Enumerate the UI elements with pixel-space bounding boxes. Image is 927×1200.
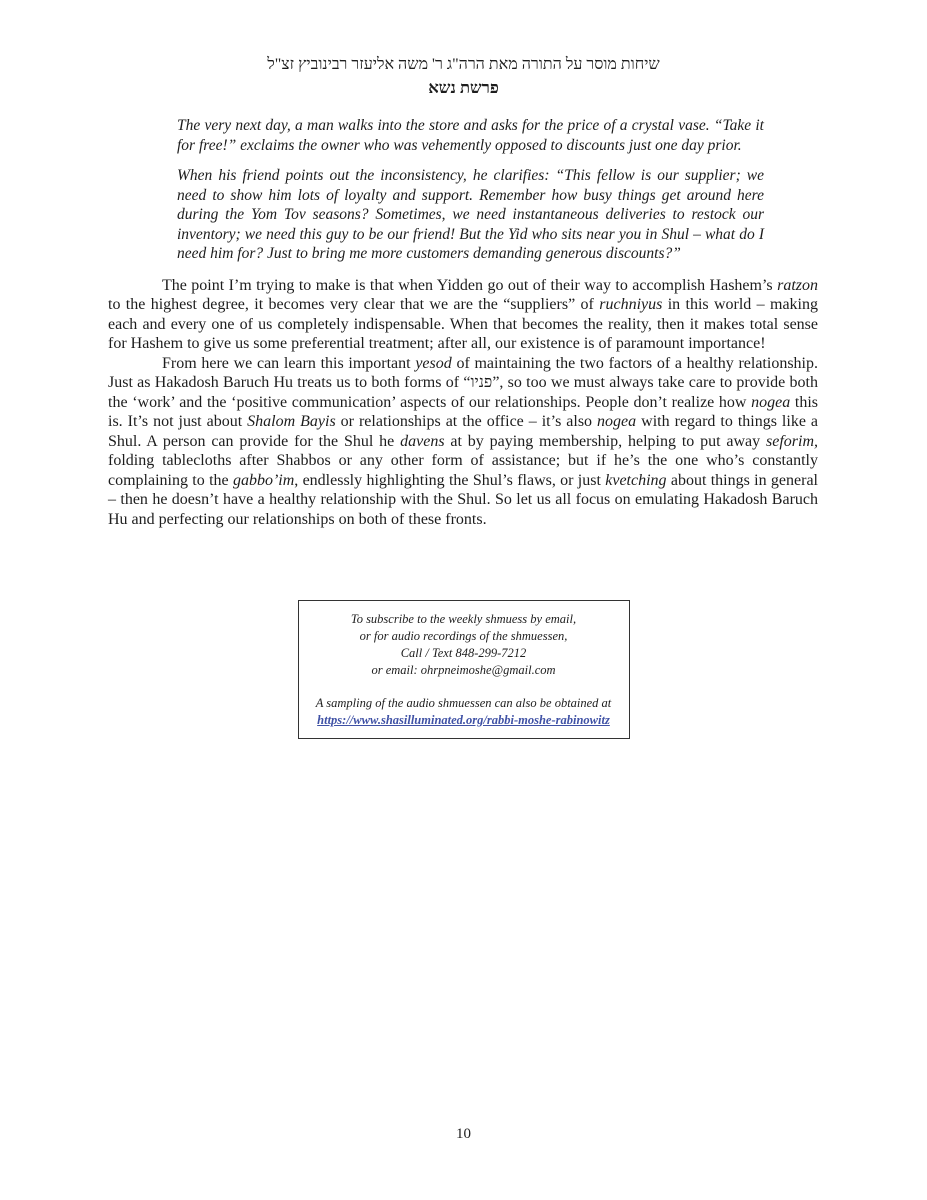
story-quote-paragraph-1: The very next day, a man walks into the store and asks for the price of a crystal vase. “Take it for free!” exclaims the owner who was vehemently opposed to discounts just one day prior. [177, 117, 764, 154]
body-paragraph-2: From here we can learn this important yesod of maintaining the two factors of a healthy relationship. Just as Hakadosh Baruch Hu treats us to both forms of “פניו”, so too we must always take care to provide both the ‘work’ and the ‘positive communication’ aspects of our relationships. People don’t realize how nogea this is. It’s not just about Shalom Bayis or relationships at the office – it’s also nogea with regard to things like a Shul. A person can provide for the Shul he davens at by paying membership, helping to put away seforim, folding tablecloths after Shabbos or any other form of assistance; but if he’s the one who’s constantly complaining to the gabbo’im, endlessly highlighting the Shul’s flaws, or just kvetching about things in general – then he doesn’t have a healthy relationship with the Shul. So let us all focus on emulating Hakadosh Baruch Hu and perfecting our relationships on both of these fronts. [108, 354, 819, 528]
subscription-box [298, 600, 630, 739]
page-number: 10 [456, 1126, 471, 1142]
subscription-line-audio: or for audio recordings of the shmuessen, [359, 629, 568, 643]
audio-shmuessen-link[interactable]: https://www.shasilluminated.org/rabbi-moshe-rabinowitz [317, 713, 610, 727]
body-paragraph-1: The point I’m trying to make is that when Yidden go out of their way to accomplish Hashem’s ratzon to the highest degree, it becomes very clear that we are the “suppliers” of ruchniyus in this world – making each and every one of us completely indispensable. When that becomes the reality, then it makes total sense for Hashem to give us some preferential treatment; after all, our existence is of paramount importance! [108, 276, 819, 352]
subscription-line-phone: Call / Text 848-299-7212 [400, 646, 527, 660]
spacer [303, 679, 625, 695]
subscription-sampling-line: A sampling of the audio shmuessen can also be obtained at [315, 696, 612, 710]
parsha-title: פרשת נשא [428, 78, 499, 97]
story-quote-paragraph-2: When his friend points out the inconsistency, he clarifies: “This fellow is our supplier; we need to show him lots of loyalty and support. Remember how busy things get around here during the Yom Tov seasons? Sometimes, we need instantaneous deliveries to restock our inventory; we need this guy to be our friend! But the Yid who sits near you in Shul – what do I need him for? Just to bring me more customers demanding generous discounts?” [177, 167, 764, 262]
subscription-line-email: To subscribe to the weekly shmuess by email, [350, 612, 577, 626]
document-title-hebrew: שיחות מוסר על התורה מאת הרה"ג ר' משה אליעזר רבינוביץ זצ"ל [267, 56, 660, 73]
subscription-line-email-address: or email: ohrpneimoshe@gmail.com [371, 663, 556, 677]
document-body [108, 116, 818, 529]
